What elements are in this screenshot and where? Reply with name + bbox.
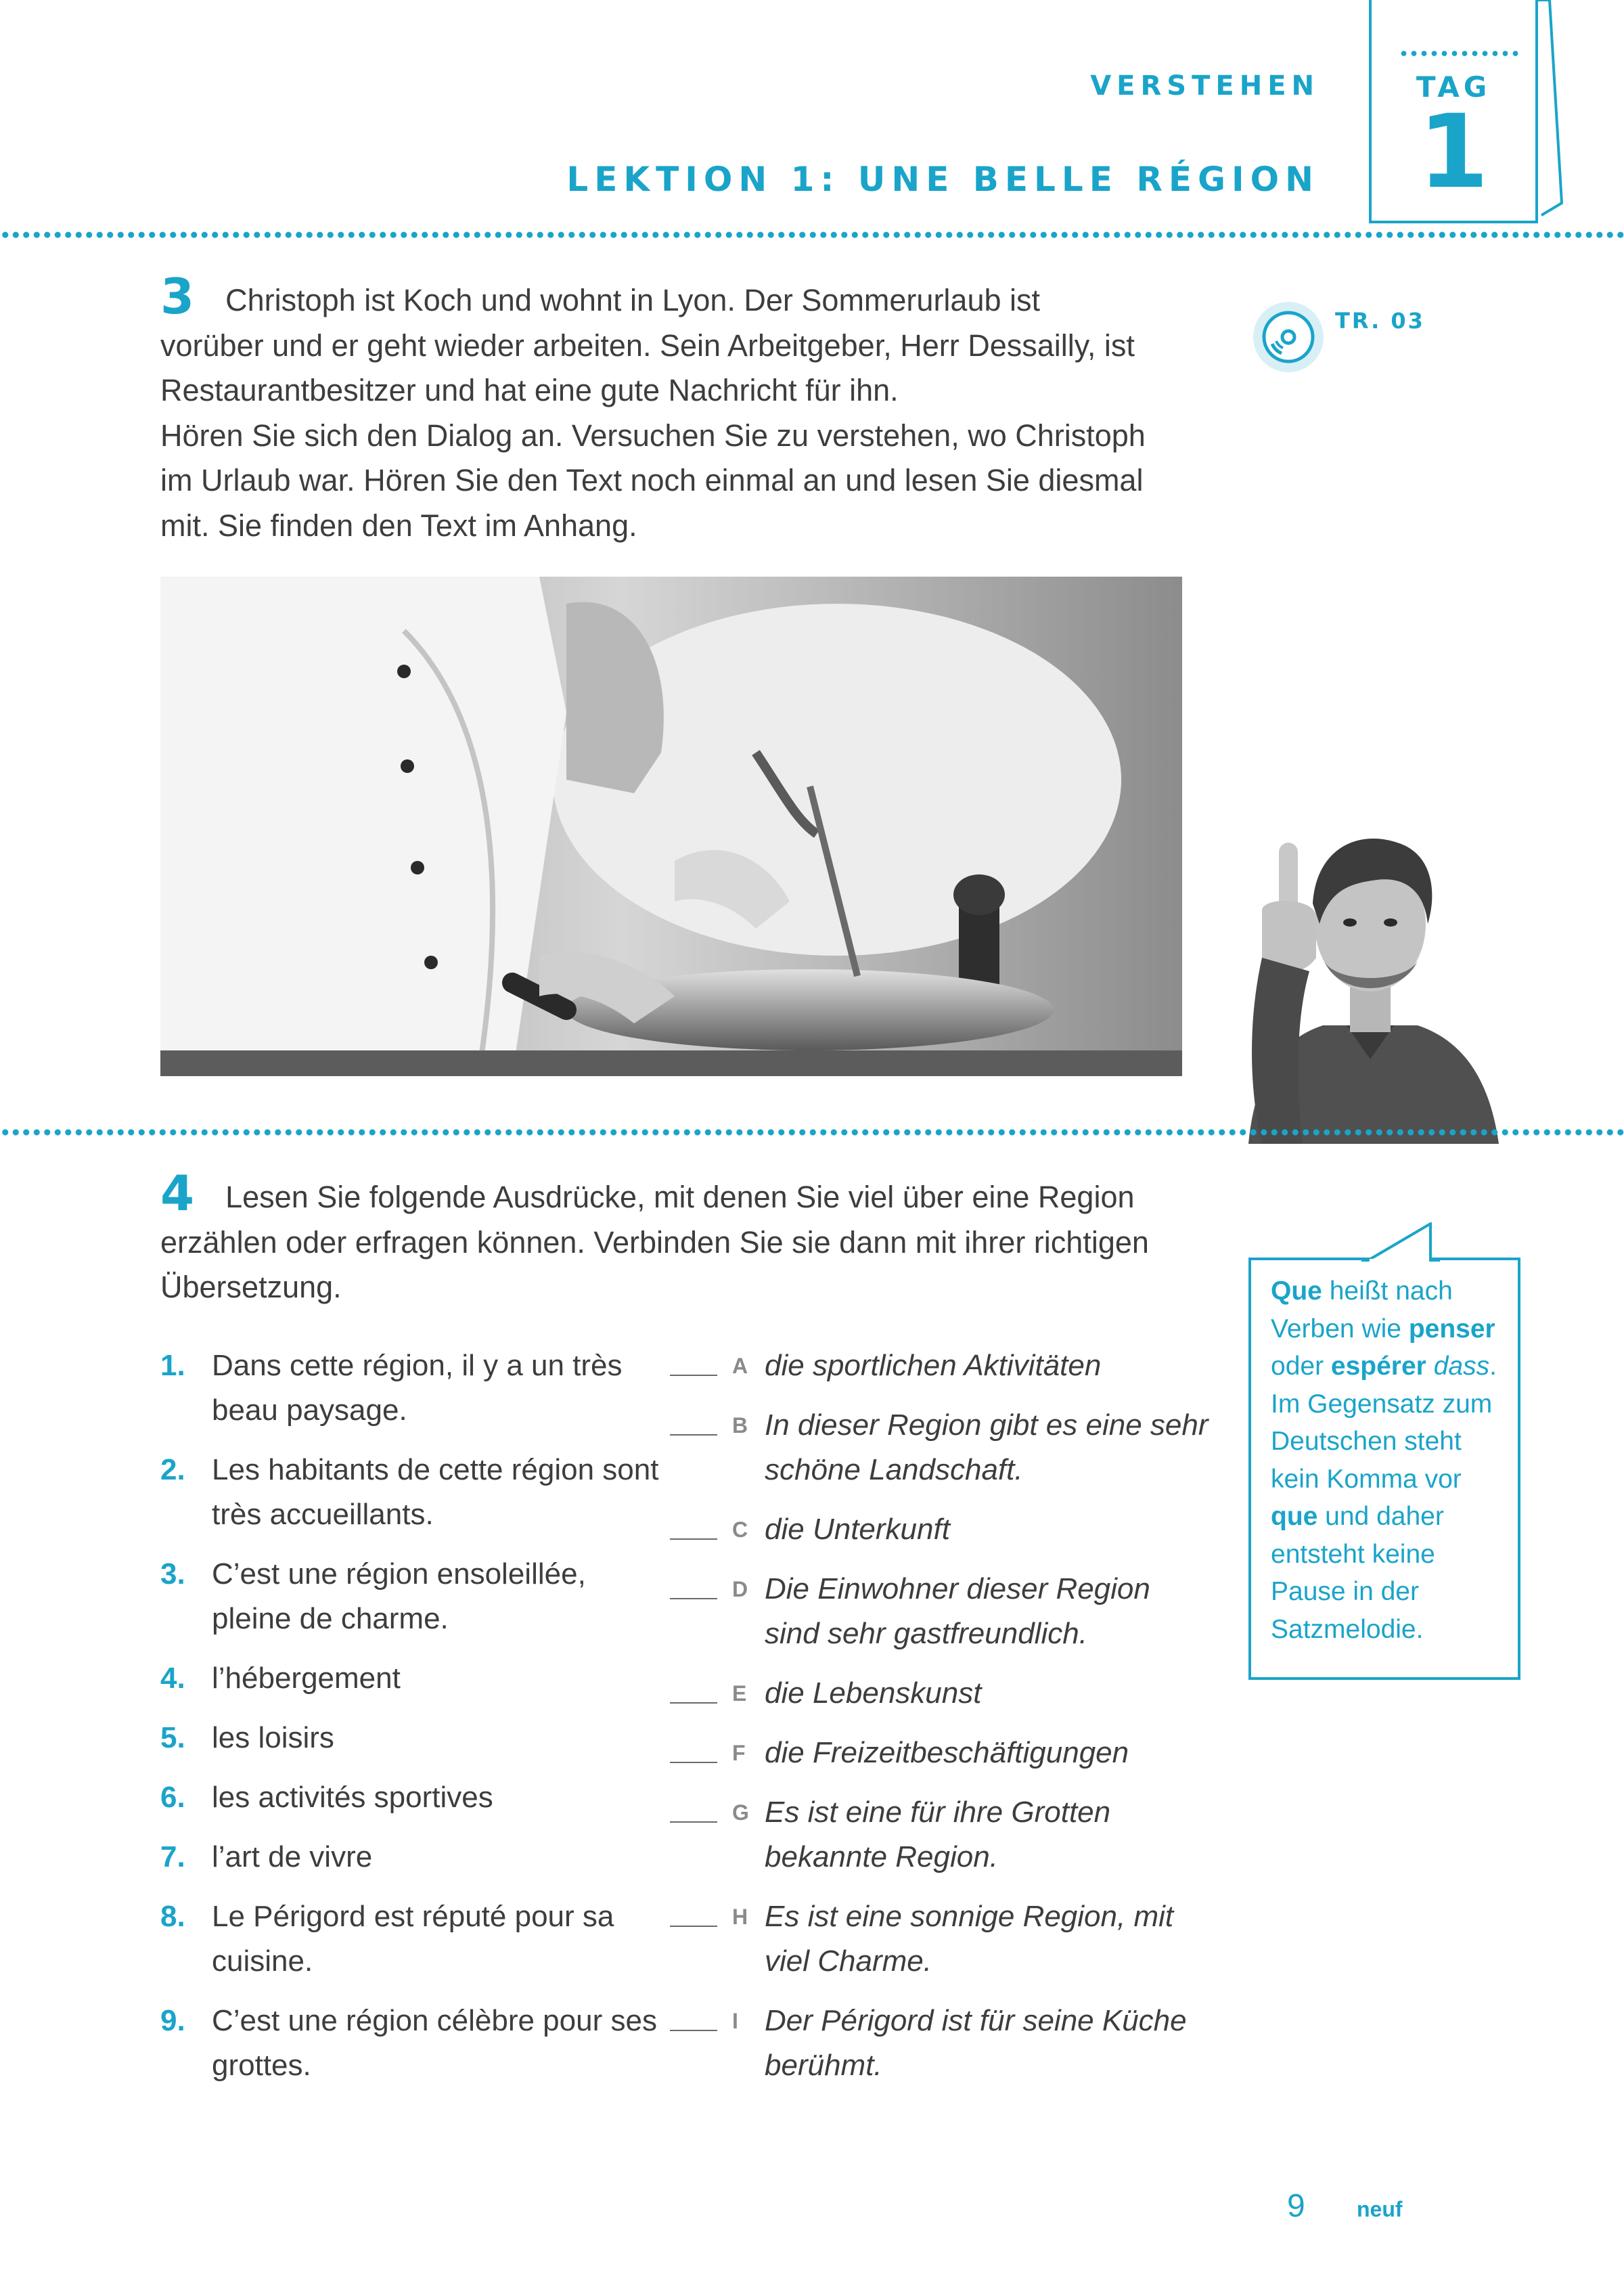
list-item: [160, 1656, 661, 1701]
item-text: die sportlichen Aktivitäten: [765, 1349, 1102, 1382]
list-item: [670, 1567, 1211, 1656]
track-label: TR. 03: [1335, 308, 1425, 334]
item-letter: H: [732, 1905, 748, 1929]
item-number: 8.: [160, 1900, 185, 1933]
item-number: 4.: [160, 1662, 185, 1695]
task3-line: Christoph ist Koch und wohnt in Lyon. Der Sommerurlaub ist: [225, 283, 1041, 317]
answer-blank[interactable]: [670, 1538, 717, 1540]
task3-number: 3: [160, 268, 195, 325]
item-text: Le Périgord est réputé pour sa cuisine.: [212, 1900, 614, 1978]
tip-segment: und daher entsteht keine Pause in der Satzmelodie.: [1271, 1502, 1444, 1644]
item-number: 6.: [160, 1781, 185, 1814]
list-item: [670, 1999, 1211, 2088]
divider-middle: [0, 1129, 1624, 1136]
item-text: Dans cette région, il y a un très beau paysage.: [212, 1349, 623, 1427]
list-item: [670, 1403, 1211, 1492]
tip-segment: [1426, 1352, 1434, 1381]
task4-line: Lesen Sie folgende Ausdrücke, mit denen Sie viel über eine Region: [225, 1180, 1135, 1214]
lesson-title: LEKTION 1: UNE BELLE RÉGION: [566, 160, 1320, 199]
answer-blank[interactable]: [670, 1821, 717, 1823]
item-text: Der Périgord ist für seine Küche berühmt.: [765, 2004, 1187, 2082]
tip-keyword: Que: [1271, 1276, 1322, 1306]
cd-icon[interactable]: [1250, 299, 1326, 375]
list-item: [670, 1894, 1211, 1984]
divider-top: [0, 231, 1624, 238]
list-item: [160, 1448, 661, 1537]
day-tag: [1369, 0, 1538, 223]
task3-line: vorüber und er geht wieder arbeiten. Sein Arbeitgeber, Herr Dessailly, ist: [160, 328, 1135, 363]
list-item: [670, 1671, 1211, 1716]
chef-photo: [160, 577, 1182, 1076]
list-item: [160, 1775, 661, 1820]
tip-keyword: penser: [1408, 1314, 1495, 1343]
list-item: [160, 1894, 661, 1984]
item-letter: E: [732, 1681, 747, 1706]
list-item: [670, 1507, 1211, 1552]
item-text: Les habitants de cette région sont très accueillants.: [212, 1453, 659, 1531]
item-number: 5.: [160, 1721, 185, 1754]
list-item: [160, 1835, 661, 1880]
answer-blank[interactable]: [670, 1375, 717, 1376]
tag-label: TAG: [1416, 70, 1491, 104]
answer-blank[interactable]: [670, 1762, 717, 1763]
tip-keyword: dass: [1433, 1352, 1490, 1381]
task3-text: [160, 269, 1216, 548]
item-text: Es ist eine sonnige Region, mit viel Charme.: [765, 1900, 1174, 1978]
tip-segment: . Im Gegensatz zum Deutschen steht kein Komma vor: [1271, 1352, 1497, 1494]
tag-dots: [1399, 50, 1519, 57]
section-label: VERSTEHEN: [1090, 70, 1320, 102]
item-text: Es ist eine für ihre Grotten bekannte Region.: [765, 1796, 1111, 1873]
answer-blank[interactable]: [670, 1598, 717, 1599]
page-number: 9: [1287, 2188, 1305, 2224]
item-text: les loisirs: [212, 1721, 334, 1754]
item-text: die Freizeitbeschäftigungen: [765, 1736, 1129, 1769]
item-number: 9.: [160, 2004, 185, 2037]
german-list: [670, 1343, 1211, 2103]
item-text: C’est une région célèbre pour ses grottes.: [212, 2004, 657, 2082]
tag-number: 1: [1418, 93, 1489, 211]
task3-line: im Urlaub war. Hören Sie den Text noch einmal an und lesen Sie diesmal: [160, 463, 1144, 497]
item-letter: D: [732, 1577, 748, 1601]
tip-keyword: espérer: [1330, 1352, 1426, 1381]
task4-line: Übersetzung.: [160, 1270, 342, 1304]
answer-blank[interactable]: [670, 1926, 717, 1927]
item-letter: G: [732, 1800, 749, 1825]
item-text: les activités sportives: [212, 1781, 493, 1814]
page-number-word: neuf: [1357, 2197, 1403, 2221]
task3-line: Hören Sie sich den Dialog an. Versuchen Sie zu verstehen, wo Christoph: [160, 418, 1146, 453]
list-item: [670, 1343, 1211, 1388]
item-letter: I: [732, 2009, 738, 2033]
tip-segment: heißt nach Verben wie: [1271, 1276, 1453, 1343]
answer-blank[interactable]: [670, 1702, 717, 1704]
item-text: l’art de vivre: [212, 1840, 373, 1873]
item-letter: B: [732, 1413, 748, 1438]
item-text: l’hébergement: [212, 1662, 401, 1695]
list-item: [670, 1790, 1211, 1880]
item-letter: F: [732, 1741, 746, 1765]
list-item: [670, 1731, 1211, 1775]
item-text: die Lebenskunst: [765, 1676, 982, 1710]
task4-line: erzählen oder erfragen können. Verbinden Sie sie dann mit ihrer richtigen: [160, 1224, 1149, 1260]
item-text: Die Einwohner dieser Region sind sehr gastfreundlich.: [765, 1572, 1150, 1650]
item-number: 3.: [160, 1557, 185, 1591]
item-letter: A: [732, 1354, 748, 1378]
french-list: [160, 1343, 661, 2103]
item-text: C’est une région ensoleillée, pleine de charme.: [212, 1557, 586, 1635]
list-item: [160, 1552, 661, 1641]
list-item: [160, 1343, 661, 1433]
tip-keyword: que: [1271, 1502, 1318, 1531]
teacher-figure: [1221, 816, 1519, 1144]
item-number: 7.: [160, 1840, 185, 1873]
item-text: In dieser Region gibt es eine sehr schöne Landschaft.: [765, 1408, 1209, 1486]
item-text: die Unterkunft: [765, 1513, 950, 1546]
list-item: [160, 1716, 661, 1760]
task3-line: Restaurantbesitzer und hat eine gute Nachricht für ihn.: [160, 373, 899, 407]
answer-blank[interactable]: [670, 1434, 717, 1436]
tip-text: [1271, 1272, 1508, 1648]
task3-line: mit. Sie finden den Text im Anhang.: [160, 508, 637, 543]
tip-segment: oder: [1271, 1352, 1331, 1381]
item-number: 1.: [160, 1349, 185, 1382]
item-number: 2.: [160, 1453, 185, 1486]
list-item: [160, 1999, 661, 2088]
task4-text: [160, 1166, 1216, 1310]
task4-number: 4: [160, 1165, 195, 1222]
item-letter: C: [732, 1517, 748, 1542]
speech-bubble-tail: [1360, 1222, 1441, 1262]
answer-blank[interactable]: [670, 2030, 717, 2031]
